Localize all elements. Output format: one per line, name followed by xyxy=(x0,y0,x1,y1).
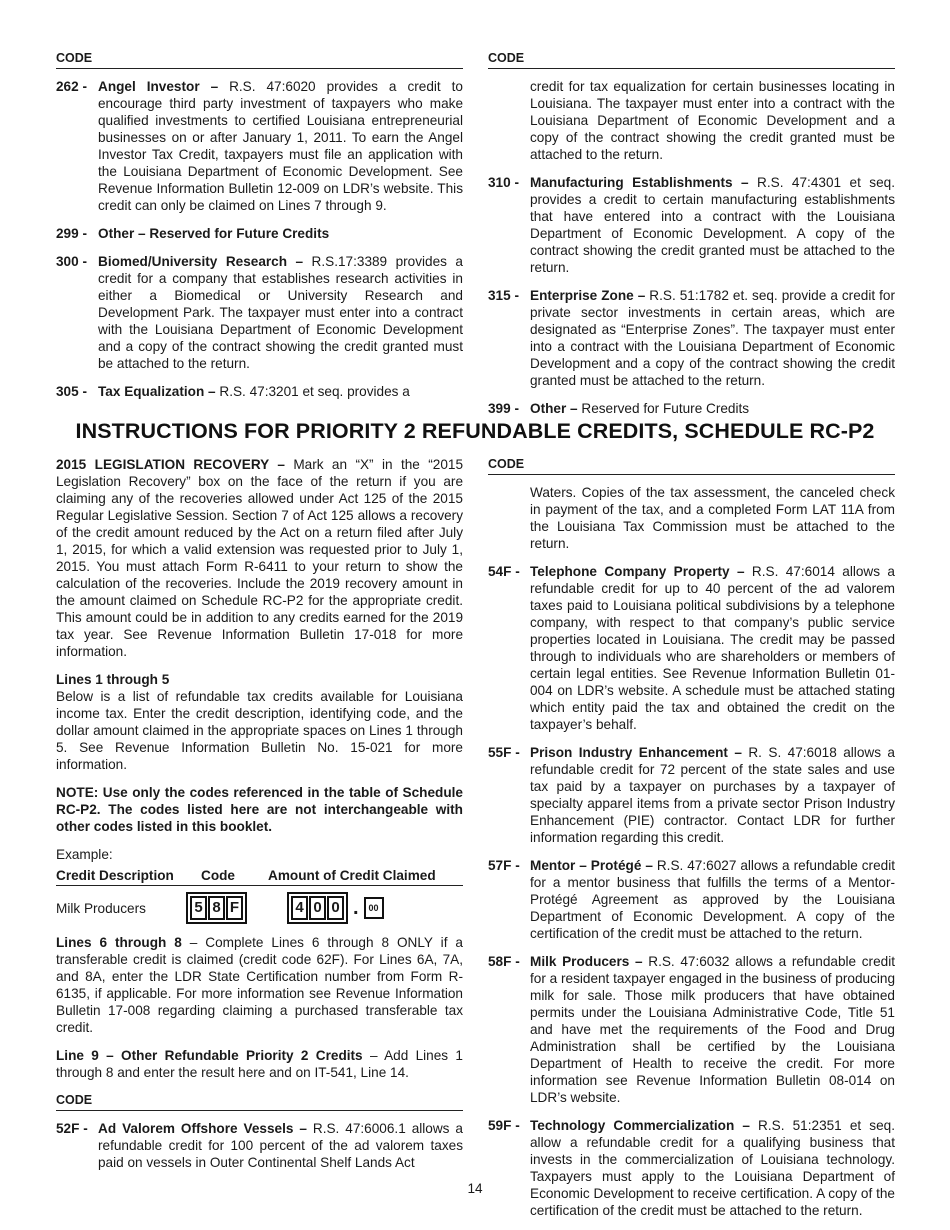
credit-code: 58F - xyxy=(488,954,520,969)
credit-text: R.S. 47:6020 provides a credit to encourage third party investment of taxpayers who make qualified investments to certified Louisiana entrepreneurial businesses on or after January 1, 2011. To earn the Angel Investor Tax Credit, taxpayers must file an application with the Louisiana Department of Economic Development. See Revenue Information Bulletin 12-009 on LDR’s website. This credit can only be claimed on Lines 7 through 9. xyxy=(98,79,463,213)
example-code-boxes xyxy=(186,892,247,924)
credit-description xyxy=(98,1120,463,1171)
credit-description xyxy=(530,563,895,733)
credit-description xyxy=(530,744,895,846)
amount-digit: 0 xyxy=(327,896,344,920)
continued-text: Waters. Copies of the tax assessment, the canceled check in payment of the tax, and a completed Form LAT 11A from the Louisiana Tax Commission must be attached to the return. xyxy=(530,485,895,551)
credit-entry xyxy=(488,744,895,846)
credit-code: 57F - xyxy=(488,858,520,873)
top-right-column xyxy=(488,50,895,428)
credit-description xyxy=(530,953,895,1106)
credit-title: Other – Reserved for Future Credits xyxy=(98,226,330,241)
example-row xyxy=(56,886,463,930)
top-left-column xyxy=(56,50,463,411)
credit-title: Angel Investor – xyxy=(98,79,219,94)
col-credit-description: Credit Description xyxy=(56,868,174,883)
credit-text: R.S. 47:6027 allows a refundable credit for a mentor business that fulfills the terms of a Mentor-Protégé Agreement as approved by the Louisiana Department of Economic Development. A copy of the certification of the credit must be attached to the return. xyxy=(530,858,896,941)
credit-entry xyxy=(56,225,463,242)
credit-text: R.S. 47:6014 allows a refundable credit for up to 40 percent of the ad valorem taxes paid to Louisiana political subdivisions by a telephone company, with respect to that company’s public service properties located in Louisiana. The credit may be passed through to individuals who are shareholders or members of certain legal entities. See Revenue Information Bulletin 01-004 on LDR’s website. A schedule must be attached stating which entity paid the tax and obtained the credit on the taxpayer’s behalf. xyxy=(530,564,895,732)
page-number: 14 xyxy=(467,1181,483,1196)
lines-1-5-heading: Lines 1 through 5 xyxy=(56,672,170,687)
credit-description xyxy=(98,225,463,242)
credit-code: 55F - xyxy=(488,745,520,760)
code-header: CODE xyxy=(488,456,895,475)
credit-title: Milk Producers – xyxy=(530,954,643,969)
code-digit: F xyxy=(226,896,243,920)
credit-description xyxy=(98,253,463,372)
credit-description xyxy=(530,857,895,942)
credit-entry xyxy=(56,78,463,214)
credit-title: Manufacturing Establishments – xyxy=(530,175,749,190)
credit-code: 399 - xyxy=(488,401,519,416)
lines-6-8-text: – Complete Lines 6 through 8 ONLY if a transferable credit is claimed (credit code 62F). For Lines 6A, 7A, and 8A, enter the LDR State Certification number from Form R-6135, if applicable. For more information see Revenue Information Bulletin 17-008 regarding claiming a purchased transferable tax credit. xyxy=(56,935,463,1035)
credit-entry xyxy=(488,857,895,942)
credit-text: Reserved for Future Credits xyxy=(577,401,750,416)
line-9-paragraph xyxy=(56,1047,463,1081)
credit-code: 59F - xyxy=(488,1118,520,1133)
credit-entry xyxy=(488,400,895,417)
continued-text: credit for tax equalization for certain businesses locating in Louisiana. The taxpayer must enter into a contract with the Louisiana Department of Economic Development and a copy of the contract showing the credit granted must be attached to the return. xyxy=(530,79,895,162)
credit-entry xyxy=(488,953,895,1106)
col-code: Code xyxy=(201,868,235,883)
code-digit: 5 xyxy=(190,896,207,920)
note-paragraph: NOTE: Use only the codes referenced in the table of Schedule RC-P2. The codes listed here are not interchangeable with other codes listed in this booklet. xyxy=(56,785,463,834)
credit-entry xyxy=(56,253,463,372)
credit-text: R. S. 47:6018 allows a refundable credit for 72 percent of the state sales and use tax paid by a taxpayer on purchases by a taxpayer of specialty apparel items from a private sector Prison Industry Enhancement (PIE) contractor. Contact LDR for further information regarding this credit. xyxy=(530,745,895,845)
lines-1-5-text: Below is a list of refundable tax credits available for Louisiana income tax. Enter the credit description, identifying code, and the dollar amount claimed in the appropriate spaces on Lines 1 through 5. See Revenue Information Bulletin No. 15-021 for more information. xyxy=(56,689,463,772)
credit-text: R.S. 47:6032 allows a refundable credit for a resident taxpayer engaged in the business of producing milk for sale. Those milk producers that have obtained permits under the Louisiana Administrative Code, Title 51 and have met the requirements of the Food and Drug Administration shall be certified by the Louisiana Department of Health to receive the credit. For more information see Revenue Information Bulletin 08-014 on LDR’s website. xyxy=(530,954,896,1105)
credit-title: Mentor – Protégé – xyxy=(530,858,653,873)
code-header: CODE xyxy=(488,50,895,69)
legislation-title: 2015 LEGISLATION RECOVERY – xyxy=(56,457,285,472)
decimal-point: . xyxy=(353,897,359,919)
col-amount: Amount of Credit Claimed xyxy=(268,868,436,883)
example-table-header xyxy=(56,867,463,886)
credit-text: R.S. 51:2351 et seq. allow a refundable credit for a qualifying business that invests in the commercialization of Louisiana technology. Taxpayers must apply to the Louisiana Department of Economic Development to receive certification. A copy of the certification of the credit must be attached to the return. xyxy=(530,1118,896,1218)
example-label: Example: xyxy=(56,847,113,862)
credit-title: Technology Commercialization – xyxy=(530,1118,750,1133)
credit-description xyxy=(98,78,463,214)
credit-title: Tax Equalization – xyxy=(98,384,216,399)
legislation-text: Mark an “X” in the “2015 Legislation Recovery” box on the face of the return if you are claiming any of the recoveries allowed under Act 125 of the 2015 Regular Legislative Session. Section 7 of Act 125 allows a recovery of the credit amount reduced by the Act on a return filed after July 1, 2015, for which a valid extension was requested prior to July 1, 2015. You must attach Form R-6411 to your return to show the calculation of the recoveries. Include the 2019 recovery amount in the amount claimed on Schedule RC-P2 for the appropriate credit. This amount could be in addition to any credits earned for the 2019 tax year. See Revenue Information Bulletin 17-018 for more information. xyxy=(56,457,464,659)
lines-6-8-paragraph xyxy=(56,934,463,1036)
bottom-left-column xyxy=(56,456,463,1182)
cents-box: 00 xyxy=(364,897,384,919)
credit-code: 315 - xyxy=(488,288,519,303)
credit-text: R.S.17:3389 provides a credit for a company that establishes research activities in either a Biomedical or University Research and Development Park. The taxpayer must enter into a contract with the Louisiana Department of Economic Development and a copy of the contract showing the credit granted must be attached to the return. xyxy=(98,254,463,371)
credit-text: R.S. 51:1782 et. seq. provide a credit for private sector investments in certain areas, which are designated as “Enterprise Zones”. The taxpayer must enter into a contract with the Louisiana Department of Economic Development and a copy of the contract showing the credit granted must be attached to the return. xyxy=(530,288,895,388)
credit-entry xyxy=(56,383,463,400)
line-9-title: Line 9 – Other Refundable Priority 2 Credits xyxy=(56,1048,363,1063)
credit-code: 300 - xyxy=(56,254,87,269)
legislation-recovery-paragraph xyxy=(56,456,463,660)
amount-digit: 4 xyxy=(291,896,308,920)
credit-title: Biomed/University Research – xyxy=(98,254,304,269)
credit-description xyxy=(530,1117,895,1219)
credit-code: 310 - xyxy=(488,175,519,190)
credit-text: R.S. 47:6006.1 allows a refundable credit for 100 percent of the ad valorem taxes paid on vessels in Outer Continental Shelf Lands Act xyxy=(98,1121,463,1170)
credit-entry xyxy=(488,287,895,389)
credit-title: Enterprise Zone – xyxy=(530,288,646,303)
credit-title: Prison Industry Enhancement – xyxy=(530,745,742,760)
credit-code: 305 - xyxy=(56,384,87,399)
credit-text: R.S. 47:3201 et seq. provides a xyxy=(215,384,410,399)
code-digit: 8 xyxy=(208,896,225,920)
bottom-right-column xyxy=(488,456,895,1230)
code-header: CODE xyxy=(56,50,463,69)
credit-entry xyxy=(488,174,895,276)
credit-entry xyxy=(56,1120,463,1171)
amount-digit: 0 xyxy=(309,896,326,920)
section-heading: INSTRUCTIONS FOR PRIORITY 2 REFUNDABLE CREDITS, SCHEDULE RC-P2 xyxy=(75,419,875,443)
example-description: Milk Producers xyxy=(56,900,146,916)
credit-text: R.S. 47:4301 et seq. provides a credit to certain manufacturing establishments that have entered into a contract with the Louisiana Department of Economic Development. A copy of the contract showing the credit granted must be attached to the return. xyxy=(530,175,896,275)
code-header: CODE xyxy=(56,1092,463,1111)
credit-description xyxy=(530,174,895,276)
credit-code: 299 - xyxy=(56,226,87,241)
credit-entry xyxy=(488,563,895,733)
credit-description xyxy=(530,287,895,389)
lines-6-8-title: Lines 6 through 8 xyxy=(56,935,182,950)
credit-code: 54F - xyxy=(488,564,520,579)
credit-title: Other – xyxy=(530,401,578,416)
credit-title: Telephone Company Property – xyxy=(530,564,745,579)
credit-title: Ad Valorem Offshore Vessels – xyxy=(98,1121,307,1136)
credit-description xyxy=(530,400,895,417)
credit-code: 262 - xyxy=(56,79,87,94)
example-amount-boxes xyxy=(287,892,348,924)
line-9-text: – Add Lines 1 through 8 and enter the result here and on IT-541, Line 14. xyxy=(56,1048,463,1080)
credit-description xyxy=(98,383,463,400)
credit-code: 52F - xyxy=(56,1121,88,1136)
credit-entry xyxy=(488,1117,895,1219)
